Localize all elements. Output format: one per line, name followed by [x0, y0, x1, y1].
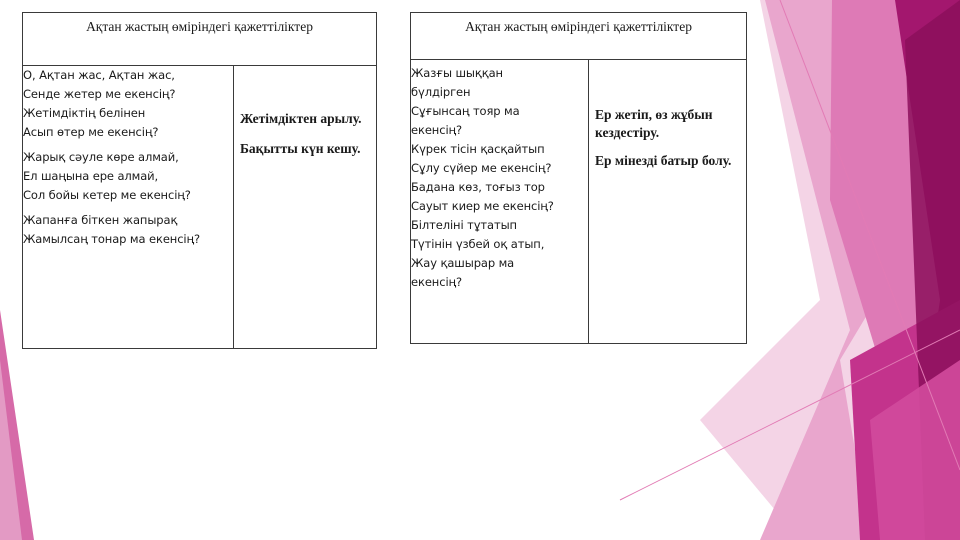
need-item: Ер мінезді батыр болу. — [595, 153, 732, 168]
poem-line: Бадана көз, тоғыз тор — [411, 180, 545, 194]
poem-line: Білтеліні тұтатып — [411, 218, 517, 232]
poem-stanza — [23, 148, 233, 205]
poem-line: Жазғы шыққан — [411, 66, 503, 80]
poem-cell — [23, 66, 234, 349]
need-item: Ер жетіп, өз жұбын кездестіру. — [595, 107, 713, 140]
needs-cell — [234, 66, 377, 349]
poem-line: екенсің? — [411, 275, 463, 289]
need-item: Жетімдіктен арылу. — [240, 111, 362, 126]
poem-line: Жарық сәуле көре алмай, — [23, 150, 179, 164]
poem-line: Сұғынсаң тояр ма — [411, 104, 520, 118]
poem-stanza — [411, 64, 588, 292]
poem-line: Жау қашырар ма — [411, 256, 515, 270]
need-item: Бақытты күн кешу. — [240, 141, 361, 156]
poem-line: Түтінін үзбей оқ атып, — [411, 237, 545, 251]
table-header: Ақтан жастың өміріндегі қажеттіліктер — [23, 13, 377, 66]
poem-line: Жапанға біткен жапырақ — [23, 213, 178, 227]
poem-line: Күрек тісін қасқайтып — [411, 142, 545, 156]
right-needs-table — [410, 12, 747, 344]
poem-line: Жамылсаң тонар ма екенсің? — [23, 232, 201, 246]
poem-line: Сұлу сүйер ме екенсің? — [411, 161, 552, 175]
needs-cell — [589, 60, 747, 344]
poem-line: екенсің? — [411, 123, 463, 137]
poem-line: Сауыт киер ме екенсің? — [411, 199, 554, 213]
poem-line: Сол бойы кетер ме екенсің? — [23, 188, 191, 202]
poem-line: Жетімдіктің белінен — [23, 106, 146, 120]
poem-line: О, Ақтан жас, Ақтан жас, — [23, 68, 175, 82]
poem-stanza — [23, 211, 233, 249]
table-header: Ақтан жастың өміріндегі қажеттіліктер — [411, 13, 747, 60]
poem-line: Сенде жетер ме екенсің? — [23, 87, 176, 101]
left-needs-table — [22, 12, 377, 349]
poem-line: бүлдірген — [411, 85, 471, 99]
poem-cell — [411, 60, 589, 344]
poem-line: Асып өтер ме екенсің? — [23, 125, 159, 139]
poem-line: Ел шаңына ере алмай, — [23, 169, 159, 183]
poem-stanza — [23, 66, 233, 142]
